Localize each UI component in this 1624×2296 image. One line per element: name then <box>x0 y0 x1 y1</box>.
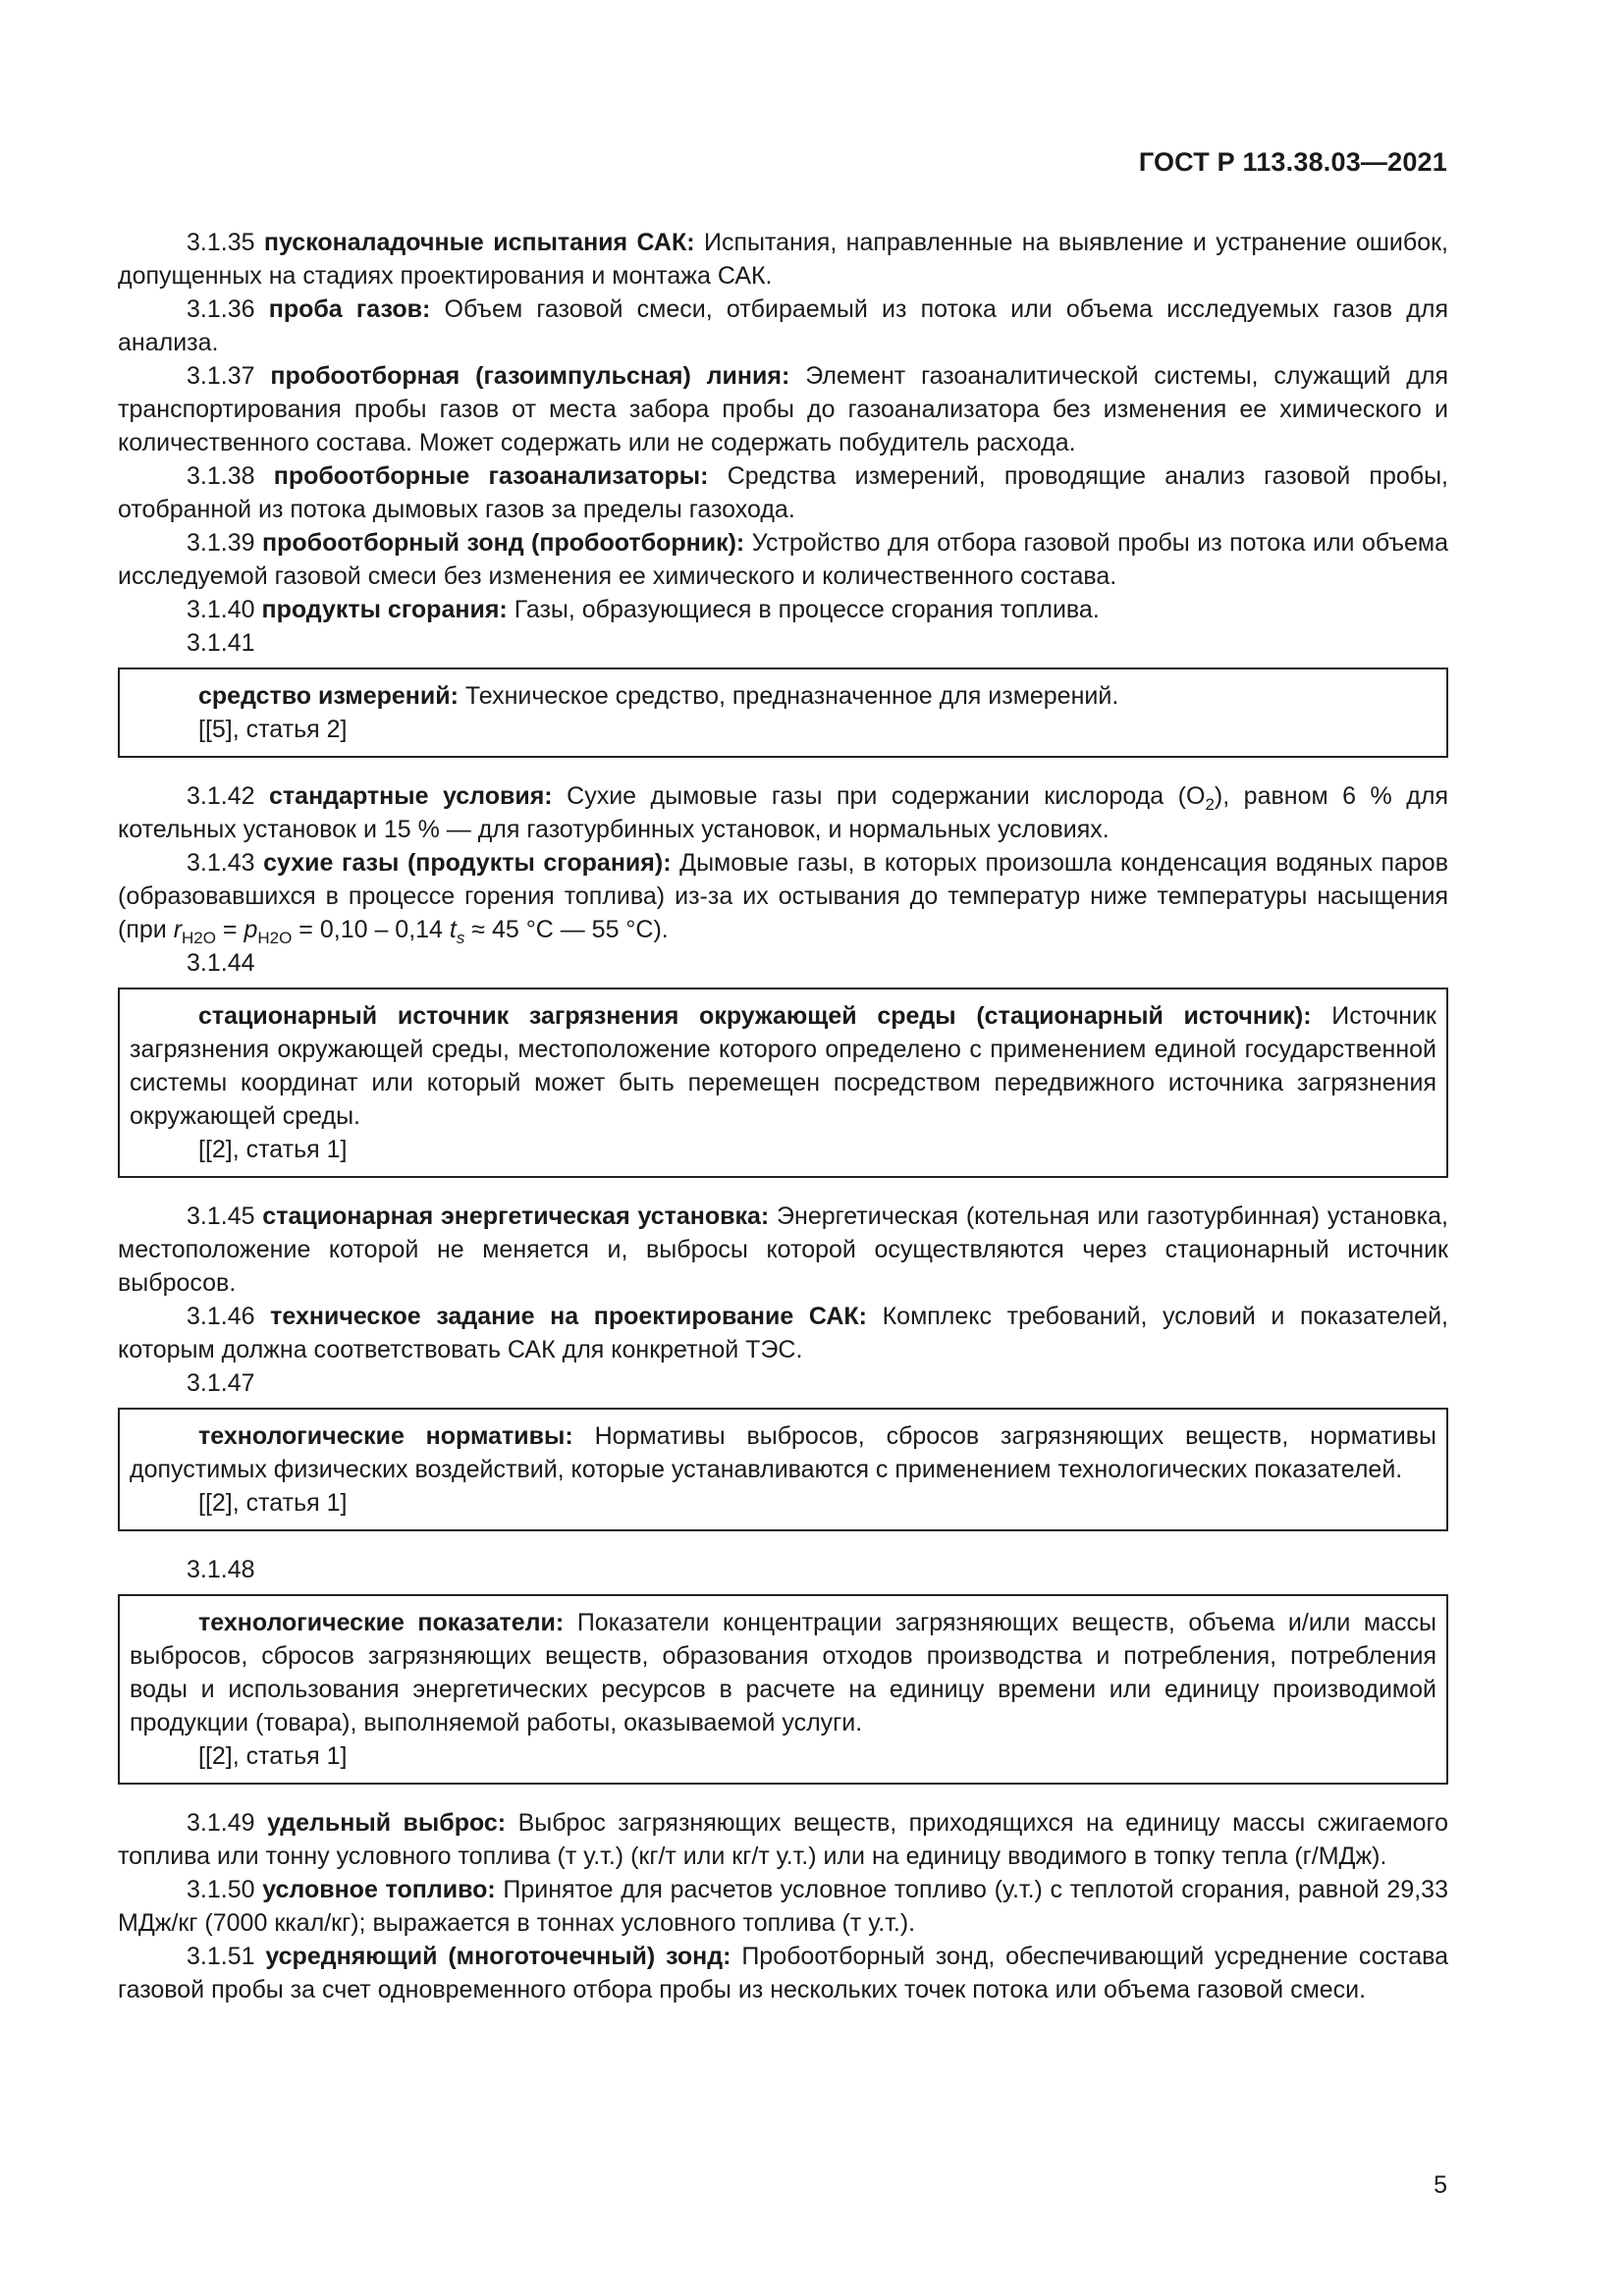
source-reference: [[2], статья 1] <box>198 1136 348 1163</box>
entry-definition: Комплекс требований, условий и показателей, которым должна соответствовать САК для конкретной ТЭС. <box>118 1303 1448 1363</box>
definition-3-1-48-number: 3.1.48 <box>187 1556 255 1583</box>
entry-number: 3.1.35 <box>187 229 255 256</box>
entry-term: пробоотборный зонд (пробоотборник): <box>262 529 745 557</box>
entry-number: 3.1.40 <box>187 596 255 623</box>
definition-3-1-40 <box>118 593 1448 626</box>
definition-3-1-39 <box>118 526 1448 593</box>
definition-3-1-37 <box>118 359 1448 459</box>
entry-definition-part: ), равном 6 % для котельных установок и 15 % — для газотурбинных установок, и нормальных условиях. <box>118 782 1448 843</box>
entry-definition: Нормативы выбросов, сбросов загрязняющих веществ, нормативы допустимых физических воздействий, которые устанавливаются с применением технологических показателей. <box>130 1422 1436 1483</box>
entry-number: 3.1.46 <box>187 1303 255 1330</box>
entry-term: техническое задание на проектирование САК: <box>270 1303 867 1330</box>
entry-definition: Пробоотборный зонд, обеспечивающий усреднение состава газовой пробы за счет одновременного отбора пробы из нескольких точек потока или объема газовой смеси. <box>118 1943 1449 2003</box>
quoted-definition-box-3-1-41 <box>118 667 1448 758</box>
definition-3-1-47 <box>130 1419 1436 1486</box>
entry-term: условное топливо: <box>262 1876 496 1903</box>
definition-3-1-45 <box>118 1200 1448 1300</box>
entry-term: стационарный источник загрязнения окружающей среды (стационарный источник): <box>198 1002 1312 1030</box>
document-standard-number: ГОСТ Р 113.38.03—2021 <box>1138 147 1447 177</box>
entry-term: стационарная энергетическая установка: <box>262 1202 770 1230</box>
entry-term: пусконаладочные испытания САК: <box>263 229 695 256</box>
entry-definition: Испытания, направленные на выявление и устранение ошибок, допущенных на стадиях проектирования и монтажа САК. <box>118 229 1449 290</box>
entry-definition-part: Сухие дымовые газы при содержании кислорода (O <box>567 782 1206 810</box>
subscript: 2 <box>1205 794 1215 814</box>
subscript: H2O <box>257 928 293 947</box>
entry-definition: Показатели концентрации загрязняющих веществ, объема и/или массы выбросов, сбросов загрязняющих веществ, образования отходов производства и потребления, потребления воды и использования энергетических ресурсов в расчете на единицу времени или единицу производимой продукции (товара), выполняемой работы, оказываемой услуги. <box>130 1609 1436 1736</box>
definition-3-1-51 <box>118 1940 1448 2006</box>
entry-term: пробоотборная (газоимпульсная) линия: <box>270 362 790 390</box>
entry-definition: Газы, образующиеся в процессе сгорания топлива. <box>514 596 1100 623</box>
entry-number: 3.1.37 <box>187 362 255 390</box>
entry-number: 3.1.42 <box>187 782 255 810</box>
entry-definition: Источник загрязнения окружающей среды, местоположение которого определено с применением единой государственной системы координат или который может быть перемещен посредством передвижного источника загрязнения окружающей среды. <box>130 1002 1436 1130</box>
entry-term: средство измерений: <box>198 682 459 710</box>
definition-3-1-50 <box>118 1873 1448 1940</box>
source-reference: [[2], статья 1] <box>198 1742 348 1770</box>
quoted-definition-box-3-1-44 <box>118 988 1448 1178</box>
entry-definition-part: Дымовые газы, в которых произошла конденсация водяных паров (образовавшихся в процессе горения топлива) из-за их остывания до температур ниже температуры насыщения (при <box>118 849 1448 943</box>
subscript-s: s <box>456 928 465 947</box>
entry-definition: Устройство для отбора газовой пробы из потока или объема исследуемой газовой смеси без изменения ее химического и количественного состава. <box>118 529 1448 590</box>
entry-term: технологические нормативы: <box>198 1422 573 1450</box>
entry-definition-part: ≈ 45 °C — 55 °C). <box>464 916 669 943</box>
definition-3-1-41-number: 3.1.41 <box>187 629 255 657</box>
definition-3-1-48 <box>130 1606 1436 1739</box>
entry-definition: Элемент газоаналитической системы, служащий для транспортирования пробы газов от места забора пробы до газоанализатора без изменения ее химического и количественного состава. Может содержать или не содержать побудитель расхода. <box>118 362 1449 456</box>
definition-3-1-41 <box>130 679 1436 713</box>
definition-3-1-46 <box>118 1300 1448 1366</box>
entry-term: проба газов: <box>268 295 431 323</box>
entry-term: пробоотборные газоанализаторы: <box>273 462 709 490</box>
definition-3-1-49 <box>118 1806 1448 1873</box>
entry-number: 3.1.50 <box>187 1876 255 1903</box>
quoted-definition-box-3-1-48 <box>118 1594 1448 1785</box>
entry-term: удельный выброс: <box>266 1809 507 1837</box>
definition-3-1-47-number: 3.1.47 <box>187 1369 255 1397</box>
source-reference: [[2], статья 1] <box>198 1489 348 1517</box>
symbol-r: r <box>173 916 183 943</box>
definition-3-1-44-number: 3.1.44 <box>187 949 255 977</box>
entry-number: 3.1.39 <box>187 529 255 557</box>
entry-number: 3.1.49 <box>187 1809 255 1837</box>
page-number: 5 <box>1434 2171 1447 2199</box>
definition-3-1-36 <box>118 293 1448 359</box>
entry-definition: Объем газовой смеси, отбираемый из потока или объема исследуемых газов для анализа. <box>118 295 1449 356</box>
entry-number: 3.1.36 <box>187 295 255 323</box>
entry-number: 3.1.38 <box>187 462 255 490</box>
entry-definition: Энергетическая (котельная или газотурбинная) установка, местоположение которой не меняется и, выбросы которой осуществляются через стационарный источник выбросов. <box>118 1202 1449 1297</box>
symbol-t: t <box>449 916 457 943</box>
entry-number: 3.1.51 <box>187 1943 255 1970</box>
source-reference: [[5], статья 2] <box>198 716 348 743</box>
symbol-p: p <box>244 916 258 943</box>
entry-term: стандартные условия: <box>269 782 553 810</box>
definition-3-1-43 <box>118 846 1448 946</box>
definitions-section <box>118 226 1448 2006</box>
definition-3-1-42 <box>118 779 1448 846</box>
entry-definition-part: = 0,10 – 0,14 <box>292 916 450 943</box>
definition-3-1-38 <box>118 459 1448 526</box>
entry-definition: Выброс загрязняющих веществ, приходящихся на единицу массы сжигаемого топлива или тонну условного топлива (т у.т.) (кг/т или кг/т у.т.) или на единицу вводимого в топку тепла (г/МДж). <box>118 1809 1449 1870</box>
definition-3-1-35 <box>118 226 1448 293</box>
definition-3-1-44 <box>130 999 1436 1133</box>
subscript: H2O <box>182 928 216 947</box>
entry-term: продукты сгорания: <box>261 596 508 623</box>
entry-definition: Средства измерений, проводящие анализ газовой пробы, отобранной из потока дымовых газов за пределы газохода. <box>118 462 1449 523</box>
entry-term: усредняющий (многоточечный) зонд: <box>265 1943 731 1970</box>
entry-term: сухие газы (продукты сгорания): <box>263 849 672 877</box>
quoted-definition-box-3-1-47 <box>118 1408 1448 1531</box>
entry-number: 3.1.45 <box>187 1202 255 1230</box>
entry-definition: Принятое для расчетов условное топливо (у.т.) с теплотой сгорания, равной 29,33 МДж/кг (7000 ккал/кг); выражается в тоннах условного топлива (т у.т.). <box>118 1876 1448 1937</box>
entry-definition: Техническое средство, предназначенное для измерений. <box>464 682 1119 710</box>
entry-term: технологические показатели: <box>198 1609 565 1636</box>
entry-number: 3.1.43 <box>187 849 255 877</box>
equals-sign: = <box>215 916 244 943</box>
